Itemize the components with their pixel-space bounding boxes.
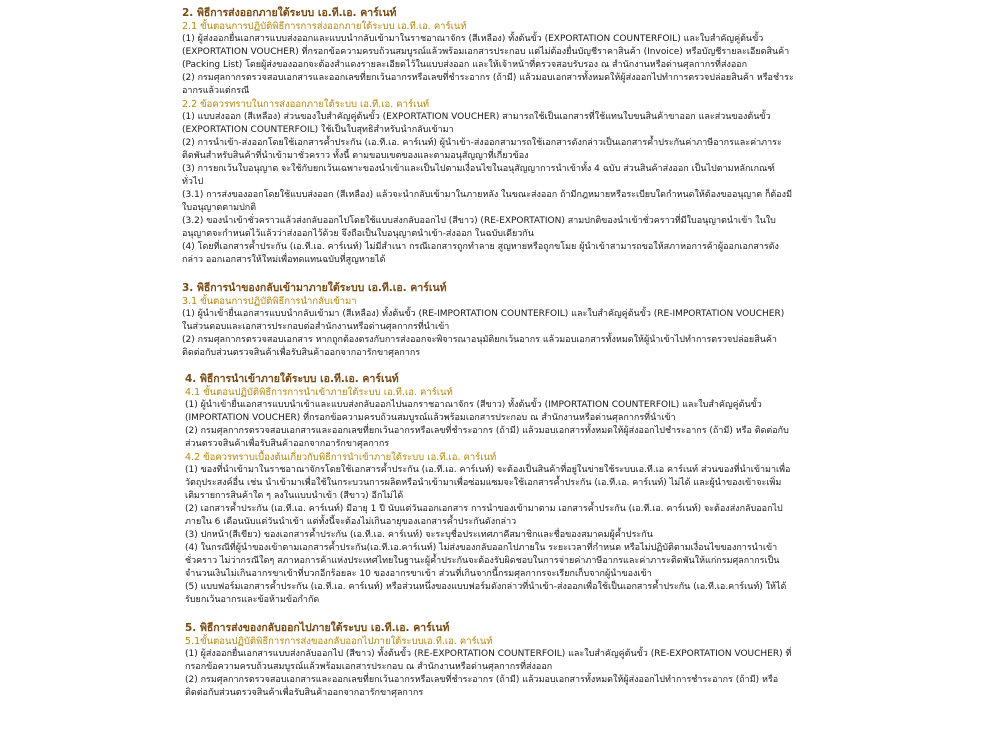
section-reexport	[182, 621, 794, 700]
paragraph: (1) ผู้ส่งออกยื่นเอกสารแบบส่งกลับออกไป (สีขาว) ทั้งต้นขั้ว (RE-EXPORTATION COUNTERFOIL) และใบสำคัญคู่ต้นขั้ว (RE-EXPORTATION VOUCHER) ที่กรอกข้อความครบถ้วนสมบูรณ์แล้วพร้อมเอกสารประกอบ ณ สำนักงานหรือด่านศุลกากรที่ส่งออก	[185, 649, 792, 672]
paragraph: (2) กรมศุลกากรตรวจสอบเอกสารและออกเลขที่ยกเว้นอากรหรือเลขที่ชำระอากร (ถ้ามี) แล้วมอบเอกสารทั้งหมดให้ผู้ส่งออกไปทำการตรวจปล่อยสินค้า หรือชำระอากรแล้วแต่กรณี	[182, 73, 794, 96]
subsection-heading: 4.2 ข้อควรทราบเบื้องต้นเกี่ยวกับพิธีการนำเข้าภายใต้ระบบ เอ.ที.เอ. คาร์เนท์	[185, 452, 497, 463]
section-title: 2. พิธีการส่งออกภายใต้ระบบ เอ.ที.เอ. คาร์เนท์	[182, 7, 397, 19]
paragraph: (2) กรมศุลกากรตรวจสอบเอกสารและออกเลขที่ยกเว้นอากรหรือเลขที่ชำระอากร (ถ้ามี) แล้วมอบเอกสารทั้งหมดให้ผู้ส่งออกไปทำการชำระอากร (ถ้ามี) หรือ ติดต่อกับส่วนตรวจสินค้าเพื่อรับสินค้าออกจากอารักขาศุลกากร	[185, 675, 779, 698]
section-import	[182, 372, 794, 607]
section-title: 3. พิธีการนำของกลับเข้ามาภายใต้ระบบ เอ.ที.เอ. คาร์เนท์	[182, 282, 447, 294]
subsection-heading: 2.2 ข้อควรทราบในการส่งออกภายใต้ระบบ เอ.ที.เอ. คาร์เนท์	[182, 99, 430, 110]
section-title: 5. พิธีการส่งของกลับออกไปภายใต้ระบบ เอ.ที.เอ. คาร์เนท์	[185, 622, 450, 634]
paragraph: (1) ของที่นำเข้ามาในราชอาณาจักรโดยใช้เอกสารค้ำประกัน (เอ.ที.เอ. คาร์เนท์) จะต้องเป็นสินค้าที่อยู่ในข่ายใช้ระบบเอ.ที.เอ คาร์เนท์ ส่วนของที่นำเข้ามาเพื่อวัตถุประสงค์อื่น เช่น นำเข้ามาเพื่อใช้ในกระบวนการผลิตหรือนำเข้ามาเพื่อซ่อมแซมจะใช้เอกสารค้ำประกัน (เอ.ที.เอ. คาร์เนท์) ไม่ได้ และผู้นำของเข้าจะเพิ่มเติมรายการสินค้าใด ๆ ลงในแบบนำเข้า (สีขาว) อีกไม่ได้	[185, 465, 791, 501]
section-export	[182, 6, 794, 267]
section-reimport	[182, 281, 794, 360]
paragraph: (3.2) ของนำเข้าชั่วคราวแล้วส่งกลับออกไปโดยใช้แบบส่งกลับออกไป (สีขาว) (RE-EXPORTATION) สามปกติของนำเข้าชั่วคราวที่มีใบอนุญาตนำเข้า ในใบอนุญาตจะกำหนดไว้แล้วว่าส่งออกไว้ด้วย จึงถือเป็นใบอนุญาตนำเข้า-ส่งออก ในฉบับเดียวกัน	[182, 216, 776, 239]
subsection-heading: 3.1 ขั้นตอนการปฏิบัติพิธีการนำกลับเข้ามา	[182, 296, 357, 307]
subsection-heading: 2.1 ขั้นตอนการปฏิบัติพิธีการการส่งออกภายใต้ระบบ เอ.ที.เอ. คาร์เนท์	[182, 21, 467, 32]
subsection-heading: 5.1ขั้นตอนปฏิบัติพิธีการการส่งของกลับออกไปภายใต้ระบบเอ.ที.เอ. คาร์เนท์	[185, 636, 493, 647]
paragraph: (2) การนำเข้า-ส่งออกโดยใช้เอกสารค้ำประกัน (เอ.ที.เอ. คาร์เนท์) ผู้นำเข้า-ส่งออกสามารถใช้เอกสารดังกล่าวเป็นเอกสารค้ำประกันค่าภาษีอากรและค่าภาระติดพันสำหรับสินค้าที่นำเข้ามาชั่วคราว ทั้งนี้ ตามขอบเขตของและตามอนุสัญญาที่เกี่ยวข้อง	[182, 138, 782, 161]
paragraph: (3) ปกหน้า(สีเขียว) ของเอกสารค้ำประกัน (เอ.ที.เอ. คาร์เนท์) จะระบุชื่อประเทศภาคีสมาชิกและชื่อของสมาคมผู้ค้ำประกัน	[185, 530, 653, 540]
paragraph: (5) แบบฟอร์มเอกสารค้ำประกัน (เอ.ที.เอ. คาร์เนท์) หรือส่วนหนึ่งของแบบฟอร์มดังกล่าวที่นำเข้า-ส่งออกเพื่อใช้เป็นเอกสารค้ำประกัน (เอ.ที.เอ.คาร์เนท์) ให้ได้รับยกเว้นอากรและข้อห้ามข้อกำกัด	[185, 582, 787, 605]
paragraph: (2) กรมศุลกากรตรวจสอบเอกสารและออกเลขที่ยกเว้นอากรหรือเลขที่ชำระอากร (ถ้ามี) แล้วมอบเอกสารทั้งหมดให้ผู้ส่งออกไปชำระอากร (ถ้ามี) หรือ ติดต่อกับส่วนตรวจสินค้าเพื่อรับสินค้าออกจากอารักขาศุลกากร	[185, 426, 789, 449]
subsection-heading: 4.1 ขั้นตอนปฏิบัติพิธีการการนำเข้าภายใต้ระบบ เอ.ที.เอ. คาร์เนท์	[185, 387, 453, 398]
paragraph: (1) ผู้ส่งออกยื่นเอกสารแบบส่งออกและแบบนำกลับเข้ามาในราชอาณาจักร (สีเหลือง) ทั้งต้นขั้ว (EXPORTATION COUNTERFOIL) และใบสำคัญคู่ต้นขั้ว (EXPORTATION VOUCHER) ที่กรอกข้อความครบถ้วนสมบูรณ์แล้วพร้อมเอกสารประกอบ แต่ไม่ต้องยื่นบัญชีราคาสินค้า (Invoice) หรือบัญชีรายละเอียดสินค้า (Packing List) โดยผู้ส่งของออกจะต้องสำแดงรายละเอียดไว้ในแบบส่งออก และให้เจ้าหน้าที่ตรวจสอบรับรอง ณ สำนักงานหรือด่านศุลกากรที่ส่งออก	[182, 34, 790, 70]
document-body	[182, 6, 794, 700]
paragraph: (1) ผู้นำเข้ายื่นเอกสารแบบนำกลับเข้ามา (สีเหลือง) ทั้งต้นขั้ว (RE-IMPORTATION COUNTERFOIL) และใบสำคัญคู่ต้นขั้ว (RE-IMPORTATION VOUCHER) ในส่วนตอบและเอกสารประกอบต่อสำนักงานหรือด่านศุลกากรที่นำเข้า	[182, 309, 785, 332]
paragraph: (4) ในกรณีที่ผู้นำของเข้าตามเอกสารค้ำประกัน(เอ.ที.เอ.คาร์เนท์) ไม่ส่งของกลับออกไปภายใน ระยะเวลาที่กำหนด หรือไม่ปฏิบัติตามเงื่อนไขของการนำเข้าชั่วคราว ไม่ว่ากรณีใดๆ สภาหอการค้าแห่งประเทศไทยในฐานะผู้ค้ำประกันจะต้องรับผิดชอบในการจ่ายค่าภาษีอากรและค่าภาระติดพันให้แก่กรมศุลกากรเป็นจำนวนเงินไม่เกินอากรขาเข้าที่บวกอีกร้อยละ 10 ของอากรขาเข้า ส่วนที่เกินจากนี้กรมศุลกากรจะเรียกเก็บจากผู้นำของเข้า	[185, 543, 780, 579]
paragraph: (2) กรมศุลกากรตรวจสอบเอกสาร หากถูกต้องตรงกับการส่งออกจะพิจารณาอนุมัติยกเว้นอากร แล้วมอบเอกสารทั้งหมดให้ผู้นำเข้าไปทำการตรวจปล่อยสินค้า ติดต่อกับส่วนตรวจสินค้าเพื่อรับสินค้าออกจากอารักขาศุลกากร	[182, 335, 777, 358]
paragraph: (1) ผู้นำเข้ายื่นเอกสารแบบนำเข้าและแบบส่งกลับออกไปนอกราชอาณาจักร (สีขาว) ทั้งต้นขั้ว (IMPORTATION COUNTERFOIL) และใบสำคัญคู่ต้นขั้ว (IMPORTATION VOUCHER) ที่กรอกข้อความครบถ้วนสมบูรณ์แล้วพร้อมเอกสารประกอบ ณ สำนักงานหรือด่านศุลกากรที่นำเข้า	[185, 400, 762, 423]
paragraph: (3.1) การส่งของออกโดยใช้แบบส่งออก (สีเหลือง) แล้วจะนำกลับเข้ามาในภายหลัง ในขณะส่งออก ถ้ามีกฎหมายหรือระเบียบใดกำหนดให้ต้องขออนุญาต ก็ต้องมีใบอนุญาตตามปกติ	[182, 190, 793, 213]
paragraph: (1) แบบส่งออก (สีเหลือง) ส่วนของใบสำคัญคู่ต้นขั้ว (EXPORTATION VOUCHER) สามารถใช้เป็นเอกสารที่ใช้แทนใบขนสินค้าขาออก และส่วนของต้นขั้ว (EXPORTATION COUNTERFOIL) ใช้เป็นใบสุทธิสำหรับนำกลับเข้ามา	[182, 112, 771, 135]
paragraph: (3) การยกเว้นใบอนุญาต จะใช้กับยกเว้นเฉพาะของนำเข้าและเป็นไปตามเงื่อนไขในอนุสัญญาการนำเข้าทั้ง 4 ฉบับ ส่วนสินค้าส่งออก เป็นไปตามหลักเกณฑ์ทั่วไป	[182, 164, 775, 187]
paragraph: (4) โดยที่เอกสารค้ำประกัน (เอ.ที.เอ. คาร์เนท์) ไม่มีสำเนา กรณีเอกสารถูกทำลาย สูญหายหรือถูกขโมย ผู้นำเข้าสามารถขอให้สภาหอการค้าผู้ออกเอกสารดังกล่าว ออกเอกสารให้ใหม่เพื่อทดแทนฉบับที่สูญหายได้	[182, 242, 779, 265]
paragraph: (2) เอกสารค้ำประกัน (เอ.ที.เอ. คาร์เนท์) มีอายุ 1 ปี นับแต่วันออกเอกสาร การนำของเข้ามาตาม เอกสารค้ำประกัน (เอ.ที.เอ. คาร์เนท์) จะต้องส่งกลับออกไปภายใน 6 เดือนนับแต่วันนำเข้า แต่ทั้งนี้จะต้องไม่เกินอายุของเอกสารค้ำประกันดังกล่าว	[185, 504, 783, 527]
section-title: 4. พิธีการนำเข้าภายใต้ระบบ เอ.ที.เอ. คาร์เนท์	[185, 373, 399, 385]
